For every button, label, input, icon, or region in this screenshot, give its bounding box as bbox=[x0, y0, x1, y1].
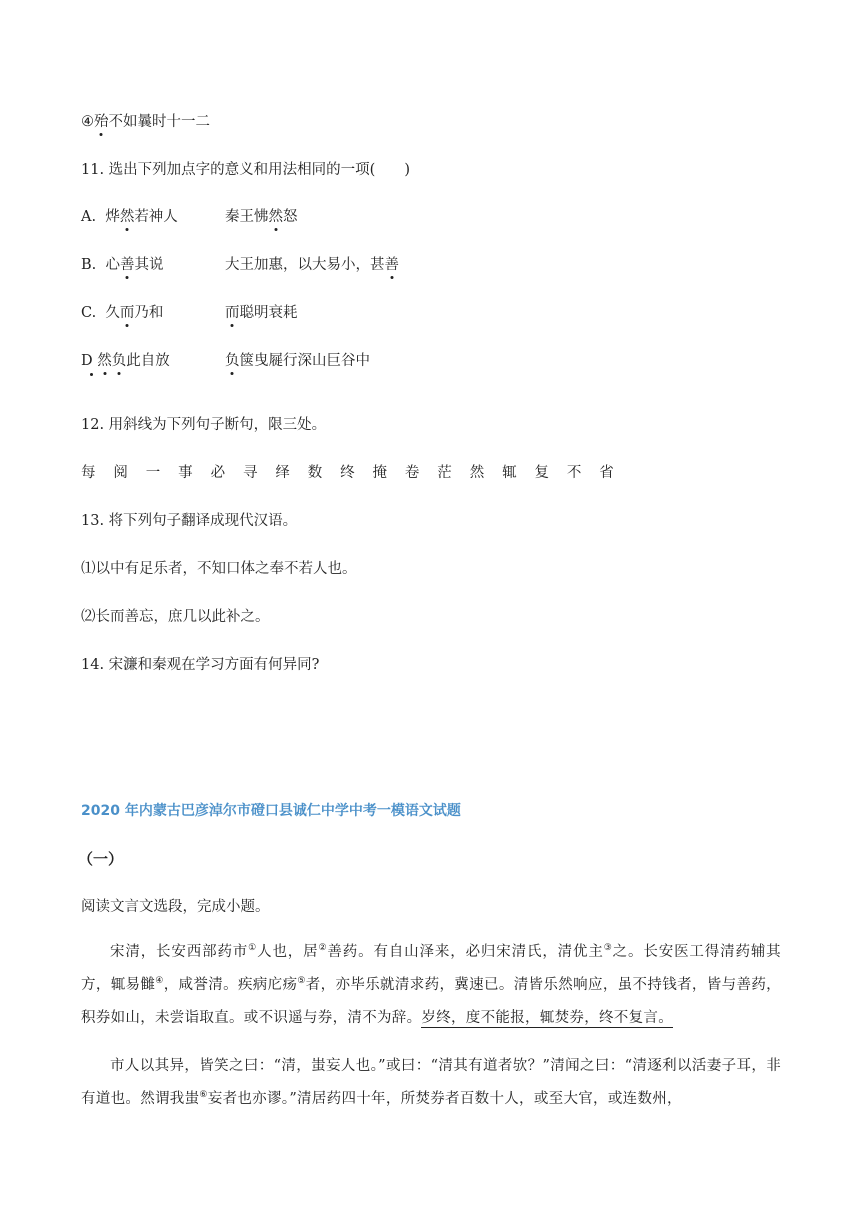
sentence-char: 辄 bbox=[502, 465, 517, 481]
passage-text: 善药。有自山泽来，必归宋清氏，清优主 bbox=[327, 944, 604, 960]
dotted-char: 而 bbox=[120, 301, 135, 322]
q11-option-d bbox=[81, 349, 370, 370]
option-label: A. bbox=[81, 209, 97, 225]
sentence-char: 一 bbox=[145, 465, 161, 481]
footnote-marker: ④ bbox=[155, 976, 164, 987]
q11-option-b bbox=[81, 253, 399, 274]
option-text: 秦王怫 bbox=[225, 209, 269, 225]
sentence-char: 卷 bbox=[404, 465, 420, 481]
option-label: D bbox=[81, 353, 93, 369]
passage bbox=[81, 936, 781, 1116]
sentence-char: 然 bbox=[469, 465, 485, 481]
dotted-char: 善 bbox=[385, 253, 400, 274]
passage-text: 妄者也亦谬。”清居药四十年，所焚券者百数十人，或至大官，或连数州， bbox=[207, 1091, 682, 1107]
dotted-char: 殆 bbox=[94, 110, 109, 131]
option-text: 大王加惠，以大易小，甚 bbox=[225, 257, 385, 273]
sentence-char: 每 bbox=[81, 465, 96, 481]
q13-stem: 13. 将下列句子翻译成现代汉语。 bbox=[81, 513, 298, 529]
q14-stem: 14. 宋濂和秦观在学习方面有何异同? bbox=[81, 657, 320, 673]
q13-item-2: ⑵长而善忘，庶几以此补之。 bbox=[81, 609, 270, 625]
dotted-char: 然 bbox=[269, 205, 284, 226]
q11-option-c bbox=[81, 301, 298, 322]
exam-title: 2020 年内蒙古巴彦淖尔市磴口县诚仁中学中考一模语文试题 bbox=[81, 803, 461, 819]
option-text: 烨 bbox=[105, 209, 120, 225]
footnote-marker: ② bbox=[318, 943, 328, 954]
option-text: 怒 bbox=[283, 209, 298, 225]
option-text: 聪明衰耗 bbox=[239, 305, 298, 321]
sentence-char: 必 bbox=[210, 465, 226, 481]
passage-text: 之。长安医工得清药辅其方，辄易雠 bbox=[81, 944, 781, 993]
sentence-char: 数 bbox=[307, 465, 323, 481]
footnote-marker: ① bbox=[248, 943, 258, 954]
q11-stem: 11. 选出下列加点字的意义和用法相同的一项( ) bbox=[81, 162, 410, 178]
option-text: 久 bbox=[105, 305, 120, 321]
option-text: 乃和 bbox=[134, 305, 164, 321]
sentence-char: 事 bbox=[178, 465, 193, 481]
sentence-char: 不 bbox=[566, 465, 582, 481]
dotted-char: 负 bbox=[112, 349, 127, 370]
passage-paragraph-2 bbox=[81, 1050, 781, 1116]
sentence-char: 终 bbox=[340, 465, 355, 481]
item-text: 不如曩时十一二 bbox=[108, 114, 210, 130]
passage-text: ，咸誉清。疾病庀疡 bbox=[163, 977, 298, 993]
option-label: C. bbox=[81, 305, 97, 321]
dotted-char: 善 bbox=[120, 253, 135, 274]
option-text: 其说 bbox=[134, 257, 164, 273]
dot-marker bbox=[90, 373, 93, 376]
option-text: 箧曳屣行深山巨谷中 bbox=[239, 353, 370, 369]
footnote-marker: ⑥ bbox=[199, 1090, 208, 1101]
q13-item-1: ⑴以中有足乐者，不知口体之奉不若人也。 bbox=[81, 561, 357, 577]
passage-paragraph-1 bbox=[81, 936, 781, 1035]
dotted-char: 而 bbox=[225, 301, 240, 322]
passage-text: 市人以其异，皆笑之曰：“清，蚩妄人也。”或曰：“清其有道者欤？”清闻之曰：“清逐利以活妻子耳，非有道也。然谓我蚩 bbox=[81, 1058, 781, 1107]
sentence-char: 掩 bbox=[372, 465, 388, 481]
option-label: B. bbox=[81, 257, 97, 273]
instruction: 阅读文言文选段，完成小题。 bbox=[81, 899, 270, 915]
option-text: 此自放 bbox=[126, 353, 170, 369]
sentence-char: 绎 bbox=[275, 465, 290, 481]
dotted-char: 负 bbox=[225, 349, 240, 370]
q12-sentence bbox=[81, 461, 632, 482]
passage-text: 者，亦毕乐就清求药，冀速已。清皆乐然响应，虽不持钱者，皆与善药，积券如山，未尝诣取直。或不识遥与券，清不为辞。 bbox=[81, 977, 781, 1026]
option-text: 若神人 bbox=[134, 209, 178, 225]
q12-stem: 12. 用斜线为下列句子断句，限三处。 bbox=[81, 417, 327, 433]
footnote-marker: ③ bbox=[603, 943, 613, 954]
item-marker: ④ bbox=[81, 114, 94, 130]
section-label: （一） bbox=[78, 850, 124, 868]
sentence-char: 茫 bbox=[437, 465, 452, 481]
sentence-char: 阅 bbox=[113, 465, 128, 481]
sentence-char: 省 bbox=[599, 465, 614, 481]
footnote-marker: ⑤ bbox=[297, 976, 306, 987]
dotted-char: 然 bbox=[120, 205, 135, 226]
sentence-char: 寻 bbox=[242, 465, 258, 481]
option-text: 心 bbox=[105, 257, 120, 273]
underlined-sentence: 岁终，度不能报，辄焚券，终不复言。 bbox=[421, 1010, 674, 1026]
passage-text: 人也，居 bbox=[257, 944, 319, 960]
q11-option-a bbox=[81, 205, 298, 226]
q10-item-4 bbox=[81, 110, 210, 131]
passage-text: 宋清，长安西部药市 bbox=[110, 944, 249, 960]
sentence-char: 复 bbox=[534, 465, 549, 481]
dotted-char: 然 bbox=[97, 349, 112, 370]
